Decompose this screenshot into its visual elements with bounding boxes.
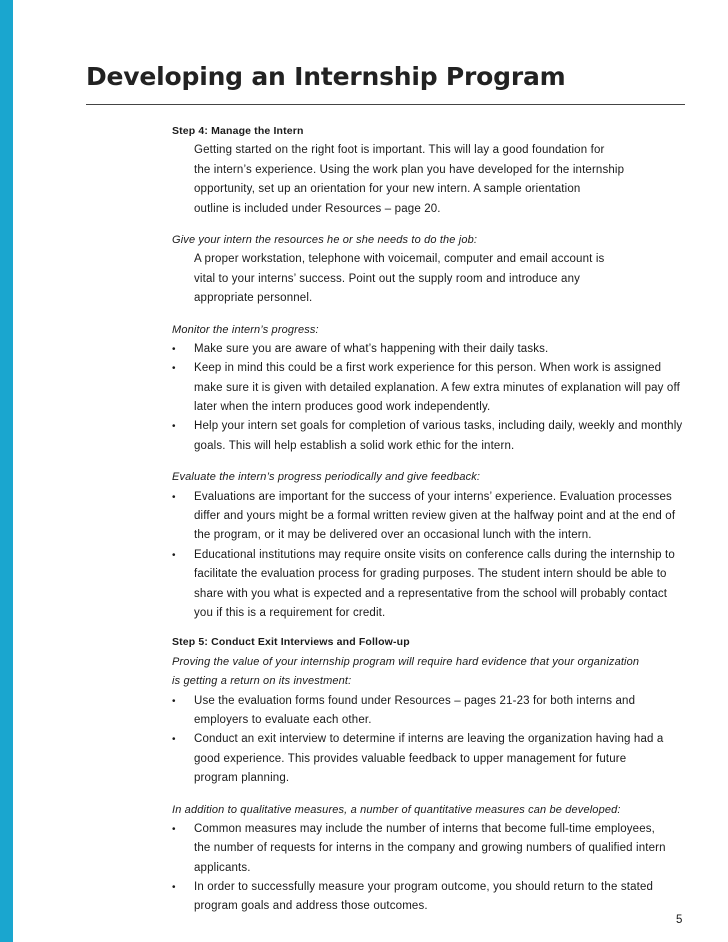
monitor-bullet: • Keep in mind this could be a first work experience for this person. When work is assigned: [172, 359, 692, 378]
monitor-bullet: • Make sure you are aware of what’s happening with their daily tasks.: [172, 340, 692, 359]
resources-line: vital to your interns’ success. Point out the supply room and introduce any: [194, 272, 581, 285]
step5-intro-line: is getting a return on its investment:: [172, 675, 352, 688]
step5-heading: Step 5: Conduct Exit Interviews and Follow-up: [172, 636, 410, 649]
step4-intro-line: Getting started on the right foot is important. This will lay a good foundation for: [194, 144, 605, 157]
step4-heading: Step 4: Manage the Intern: [172, 125, 304, 137]
evaluate-bullet-continuation: differ and yours might be a formal written review given at the halfway point and at the end of: [194, 510, 676, 523]
evaluate-bullet: • Educational institutions may require onsite visits on conference calls during the internship to: [172, 546, 692, 565]
evaluate-subheading: Evaluate the intern’s progress periodically and give feedback:: [172, 471, 481, 484]
quantitative-bullet: • In order to successfully measure your program outcome, you should return to the stated: [172, 878, 692, 897]
step5-bullet-continuation: employers to evaluate each other.: [194, 713, 372, 726]
quantitative-bullet: • Common measures may include the number of interns that become full-time employees,: [172, 820, 692, 839]
page-title: Developing an Internship Program: [86, 62, 566, 91]
evaluate-bullet-continuation: you if this is a requirement for credit.: [194, 606, 386, 619]
quantitative-bullet-continuation: program goals and address those outcomes.: [194, 900, 428, 913]
monitor-bullet-continuation: later when the intern produces good work independently.: [194, 401, 491, 414]
quantitative-subheading: In addition to qualitative measures, a number of quantitative measures can be developed:: [172, 803, 621, 816]
step5-intro-line: Proving the value of your internship program will require hard evidence that your organization: [172, 655, 640, 668]
resources-line: appropriate personnel.: [194, 292, 313, 305]
page-content: [172, 122, 692, 917]
step4-intro-line: opportunity, set up an orientation for your new intern. A sample orientation: [194, 183, 581, 196]
monitor-subheading: Monitor the intern’s progress:: [172, 323, 319, 336]
resources-line: A proper workstation, telephone with voicemail, computer and email account is: [194, 253, 605, 266]
quantitative-bullet-continuation: the number of requests for interns in the company and growing numbers of qualified intern: [194, 842, 666, 855]
evaluate-bullet-continuation: facilitate the evaluation process for grading purposes. The student intern should be able to: [194, 568, 667, 581]
monitor-bullet-continuation: make sure it is given with detailed explanation. A few extra minutes of explanation will pay off: [194, 381, 680, 394]
resources-subheading: Give your intern the resources he or she needs to do the job:: [172, 233, 478, 246]
evaluate-bullet-continuation: the program, or it may be delivered over an occasional lunch with the intern.: [194, 529, 592, 542]
page-number: 5: [676, 914, 683, 926]
step5-bullet: • Conduct an exit interview to determine if interns are leaving the organization having had a: [172, 730, 692, 749]
monitor-bullet: • Help your intern set goals for completion of various tasks, including daily, weekly and monthly: [172, 417, 692, 436]
step5-bullet: • Use the evaluation forms found under Resources – pages 21-23 for both interns and: [172, 692, 692, 711]
left-accent-bar: [0, 0, 13, 942]
step5-bullet-continuation: program planning.: [194, 772, 290, 785]
step4-intro-line: the intern’s experience. Using the work plan you have developed for the internship: [194, 163, 625, 176]
title-rule: [86, 104, 685, 105]
evaluate-bullet-continuation: share with you what is expected and a representative from the school will probably contact: [194, 587, 668, 600]
monitor-bullet-continuation: goals. This will help establish a solid work ethic for the intern.: [194, 439, 515, 452]
step5-bullet-continuation: good experience. This provides valuable feedback to upper management for future: [194, 752, 627, 765]
evaluate-bullet: • Evaluations are important for the success of your interns’ experience. Evaluation processes: [172, 488, 692, 507]
quantitative-bullet-continuation: applicants.: [194, 861, 251, 874]
step4-intro-line: outline is included under Resources – page 20.: [194, 202, 441, 215]
